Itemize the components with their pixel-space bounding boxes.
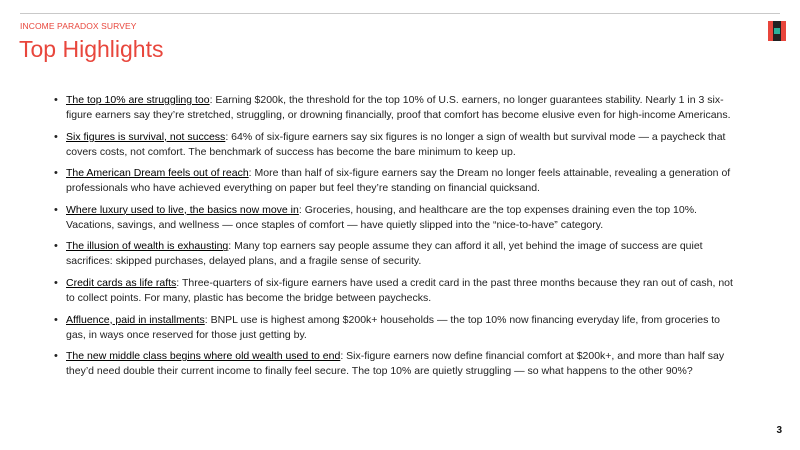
highlight-body: : Three-quarters of six-figure earners have used a credit card in the past three months because they ran out of cash, not to collect points. For many, plastic has become the bridge between paychecks. (66, 276, 733, 304)
list-item (66, 93, 742, 123)
highlight-body: : BNPL use is highest among $200k+ households — the top 10% now financing everyday life, from groceries to gas, in ways once reserved for those just getting by. (66, 313, 721, 341)
list-item (66, 203, 742, 233)
highlight-body: : Many top earners say people assume they can afford it all, yet behind the image of success are quiet sacrifices: skipped purchases, delayed plans, and a fragile sense of security. (66, 240, 703, 268)
highlight-lead: Where luxury used to live, the basics now move in (66, 203, 299, 216)
highlight-body: : Earning $200k, the threshold for the top 10% of U.S. earners, no longer guarantees stability. Nearly 1 in 3 six-figure earners say they’re stretched, struggling, or drowning financially, proof that comfort has become elusive even for high-income Americans. (66, 94, 731, 121)
list-item (66, 313, 742, 343)
highlight-body: : Six-figure earners now define financial comfort at $200k+, and more than half say they’d need double their current income to finally feel secure. The top 10% are quietly struggling — so what happens to the other 90%? (66, 350, 725, 378)
page-number: 3 (776, 425, 782, 436)
list-item (66, 130, 742, 160)
highlight-body: : More than half of six-figure earners say the Dream no longer feels attainable, revealing a generation of professionals who have achieved everything on paper but feel they’re standing on financial quicksand. (66, 167, 731, 195)
highlight-lead: The illusion of wealth is exhausting (66, 240, 229, 253)
highlights-list (66, 93, 742, 386)
brand-logo-icon (768, 21, 786, 41)
highlight-lead: Affluence, paid in installments (66, 313, 205, 326)
highlight-body: : 64% of six-figure earners say six figures is no longer a sign of wealth but survival mode — a paycheck that covers costs, not comfort. The benchmark of success has become the bare minimum to keep up. (66, 130, 726, 158)
list-item (66, 166, 742, 196)
section-eyebrow: INCOME PARADOX SURVEY (20, 21, 137, 31)
list-item (66, 349, 742, 379)
list-item (66, 239, 742, 269)
highlight-lead: The top 10% are struggling too (66, 94, 210, 106)
top-divider (20, 13, 780, 14)
highlight-lead: The new middle class begins where old wealth used to end (66, 350, 341, 363)
highlight-lead: Six figures is survival, not success (66, 130, 226, 143)
highlight-lead: Credit cards as life rafts (66, 276, 177, 289)
list-item (66, 276, 742, 306)
highlight-lead: The American Dream feels out of reach (66, 167, 249, 180)
highlight-body: : Groceries, housing, and healthcare are the top expenses draining even the top 10%. Vacations, savings, and wellness — once staples of comfort — have quietly slipped into the “nice-to-have” category. (66, 203, 697, 231)
page-title: Top Highlights (19, 36, 164, 62)
